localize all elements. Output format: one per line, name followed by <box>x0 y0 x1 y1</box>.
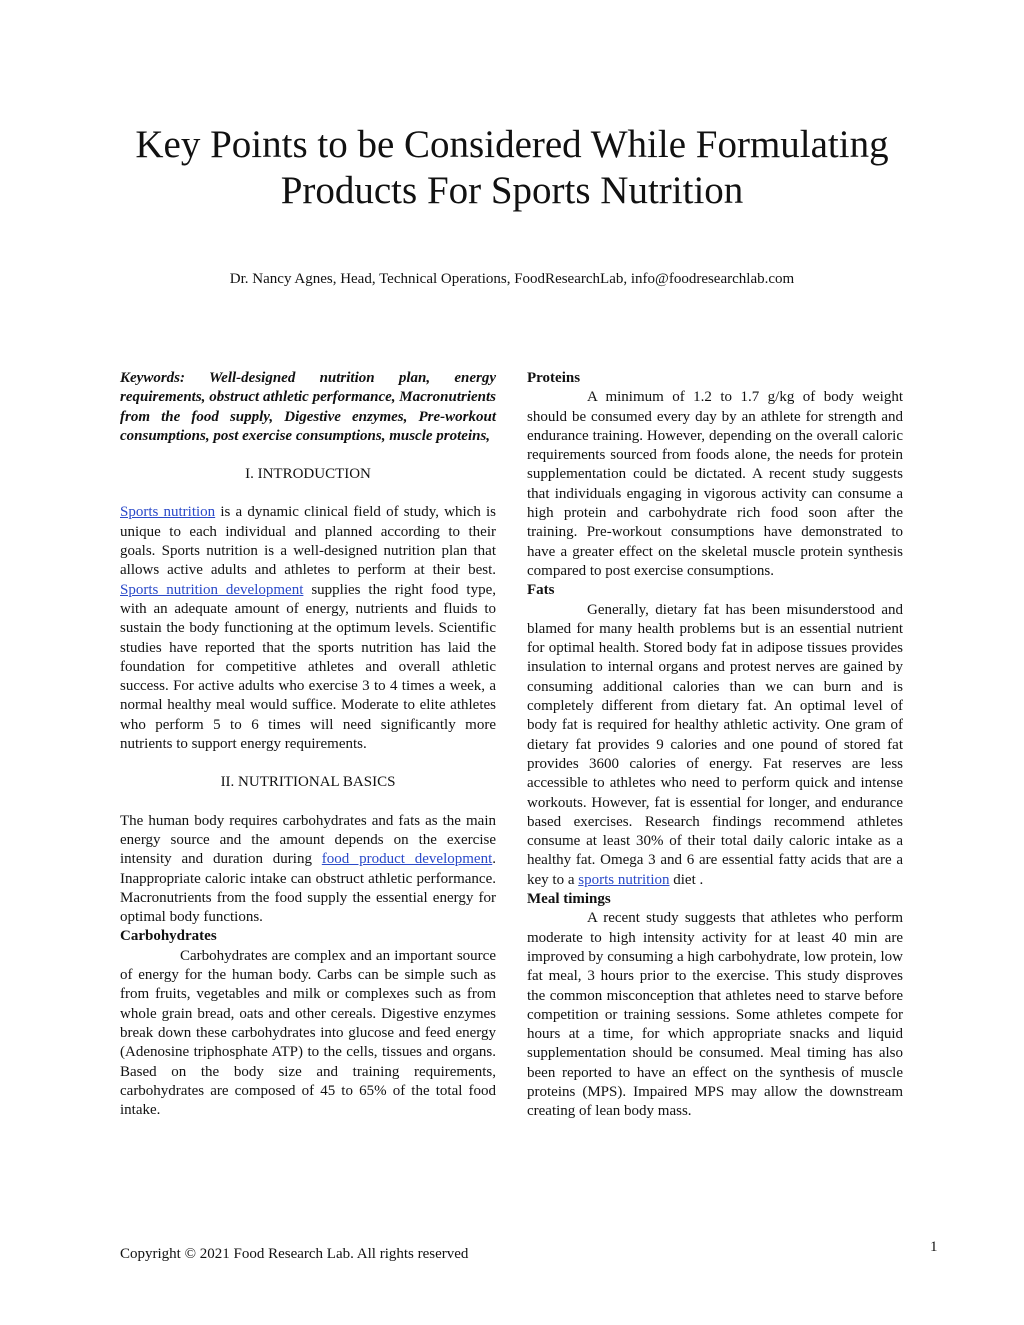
intro-text-1: is a dynamic clinical field of study, which is unique to each individual and planned according to their goals. Sports nutrition is a well-designed nutrition plan that allows active adults and athletes to perform at their best. <box>120 504 496 579</box>
intro-text-2: supplies the right food type, with an adequate amount of energy, nutrients and fluids to sustain the body functioning at the optimum levels. Scientific studies have reported that the sports nutrition has laid the foundation for competitive athletes and overall athletic success. For active adults who exercise 3 to 4 times a week, a normal healthy meal would suffice. Moderate to elite athletes who perform 5 to 6 times will need significantly more nutrients to support energy requirements. <box>120 581 496 753</box>
subheading-carbohydrates: Carbohydrates <box>120 928 217 945</box>
proteins-paragraph: A minimum of 1.2 to 1.7 g/kg of body weight should be consumed every day by an athlete for strength and endurance training. However, depending on the overall caloric requirements sourced from foods alone, the needs for protein supplementation could be dictated. A recent study suggests that individuals engaging in vigorous activity can consume a high protein and carbohydrate rich food soon after the training. Pre-workout consumptions have demonstrated to have a greater effect on the skeletal muscle protein synthesis compared to post exercise consumptions. <box>527 389 903 579</box>
sports-nutrition-link[interactable]: Sports nutrition <box>120 504 216 521</box>
right-column <box>527 369 903 1122</box>
carbohydrates-paragraph: Carbohydrates are complex and an important source of energy for the human body. Carbs can be simple such as from fruits, vegetables and milk or complexes such as from whole grain bread, oats and other cereals. Digestive enzymes break down these carbohydrates into glucose and feed energy (Adenosine triphosphate ATP) to the cells, tissues and organs. Based on the body size and training requirements, carbohydrates are composed of 45 to 65% of the total food intake. <box>120 947 496 1119</box>
title-line-2: Products For Sports Nutrition <box>280 169 744 212</box>
section-heading-introduction: I. INTRODUCTION <box>245 466 371 483</box>
subheading-proteins: Proteins <box>527 370 581 386</box>
introduction-paragraph <box>120 503 496 754</box>
keywords: Keywords: Well-designed nutrition plan, energy requirements, obstruct athletic performance, Macronutrients from the food supply, Digestive enzymes, Pre-workout consumptions, post exercise consumptions, muscle proteins, <box>120 370 496 444</box>
paper-title <box>80 122 944 214</box>
author-line: Dr. Nancy Agnes, Head, Technical Operations, FoodResearchLab, info@foodresearchlab.com <box>229 271 795 287</box>
meal-timings-paragraph: A recent study suggests that athletes who perform moderate to high intensity activity for at least 40 min are improved by consuming a high carbohydrate, low protein, low fat meal, 3 hours prior to the exercise. This study disproves the common misconception that athletes need to starve before competition or training sessions. Some athletes compete for hours at a time, for which appropriate snacks and liquid supplementation should be consumed. Meal timing has also been reported to have an effect on the synthesis of muscle proteins (MPS). Impaired MPS may allow the downstream creating of lean body mass. <box>527 910 903 1120</box>
section-heading-nutritional-basics: II. NUTRITIONAL BASICS <box>220 774 396 791</box>
fats-text-1: Generally, dietary fat has been misunderstood and blamed for many health problems but is an essential nutrient for optimal health. Stored body fat in adipose tissues provides insulation to internal organs and protest nerves are gained by consuming additional calories than we can burn and is completely different from dietary fat. An optimal level of body fat is required for healthy athletic activity. One gram of dietary fat provides 9 calories and one pound of stored fat provides 3600 calories of energy. Fat reserves are less accessible to athletes who need to perform quick and intense workouts. However, fat is essential for longer, and endurance based exercises. Research findings recommend athletes consume at least 30% of their total daily caloric intake as a healthy fat. Omega 3 and 6 are essential fatty acids that are a key to a <box>527 601 903 888</box>
sports-nutrition-diet-link[interactable]: sports nutrition <box>578 871 670 888</box>
fats-text-2: diet . <box>669 871 704 888</box>
subheading-fats: Fats <box>527 582 555 599</box>
basics-text-1: The human body requires carbohydrates and fats as the main energy source and the amount depends on the exercise intensity and duration during <box>120 812 496 868</box>
food-product-development-link[interactable]: food product development <box>321 851 493 868</box>
copyright-footer: Copyright © 2021 Food Research Lab. All rights reserved <box>120 1246 469 1262</box>
left-column <box>120 369 496 1120</box>
subheading-meal-timings: Meal timings <box>527 891 611 908</box>
fats-paragraph <box>527 601 903 890</box>
basics-text-2: . Inappropriate caloric intake can obstruct athletic performance. Macronutrients from the food supply the essential energy for optimal body functions. <box>120 851 496 926</box>
title-line-1: Key Points to be Considered While Formulating <box>135 123 889 166</box>
page-number: 1 <box>930 1239 938 1255</box>
basics-paragraph <box>120 812 496 928</box>
sports-nutrition-development-link[interactable]: Sports nutrition development <box>120 581 304 598</box>
